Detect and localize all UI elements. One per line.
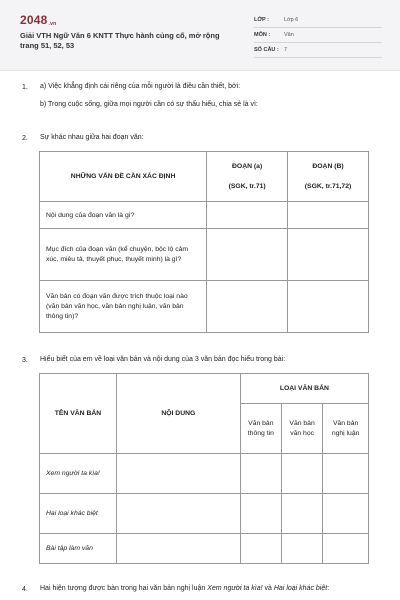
answer-cell[interactable] xyxy=(207,202,288,229)
meta-class-label: LỚP : xyxy=(254,17,269,23)
answer-cell[interactable] xyxy=(240,534,281,564)
text-name-cell: Hai loại khác biệt xyxy=(40,494,117,534)
question-4-suffix: : xyxy=(327,585,330,592)
table-cell-issue: Văn bản có đoạn văn được trích thuộc loại nào (văn bản văn học, văn bản nghị luận, văn bản thông tin)? xyxy=(40,281,207,333)
answer-cell[interactable] xyxy=(323,494,369,534)
table-row xyxy=(40,229,369,281)
answer-cell[interactable] xyxy=(281,494,322,534)
meta-subject-value: Văn xyxy=(284,32,294,38)
answer-cell[interactable] xyxy=(288,202,369,229)
column-header-argumentative: Văn bản nghị luận xyxy=(323,404,369,454)
table-header-row xyxy=(40,374,369,404)
table-row xyxy=(40,534,369,564)
column-header-content: NỘI DUNG xyxy=(116,374,240,454)
table-header-row xyxy=(40,152,369,202)
question-4-title-1: Xem người ta kìa! xyxy=(207,585,263,592)
column-header-issues: NHỮNG VẤN ĐỀ CẦN XÁC ĐỊNH xyxy=(40,152,207,202)
text-name-cell: Xem người ta kìa! xyxy=(40,454,117,494)
question-2-number: 2. xyxy=(22,135,28,142)
table-cell-issue: Mục đích của đoạn văn (kể chuyện, bộc lộ cảm xúc, miêu tả, thuyết phục, thuyết minh) là gì? xyxy=(40,229,207,281)
table-cell-issue: Nội dung của đoạn văn là gì? xyxy=(40,202,207,229)
answer-cell[interactable] xyxy=(288,281,369,333)
logo-main: 2048 xyxy=(20,13,48,27)
answer-cell[interactable] xyxy=(207,229,288,281)
text-types-table xyxy=(39,373,369,564)
meta-subject-label: MÔN : xyxy=(254,32,271,38)
document-title: Giải VTH Ngữ Văn 6 KNTT Thực hành củng cố, mở rộng trang 51, 52, 53 xyxy=(20,31,220,50)
column-header-text-type: LOẠI VĂN BẢN xyxy=(240,374,368,404)
table-row xyxy=(40,202,369,229)
question-1-part-b: b) Trong cuộc sống, giữa mọi người cần có sự thấu hiểu, chia sẻ là vì: xyxy=(40,101,258,108)
table-row xyxy=(40,454,369,494)
question-3-text: Hiểu biết của em về loại văn bản và nội dung của 3 văn bản đọc hiểu trong bài: xyxy=(40,356,286,363)
site-logo[interactable] xyxy=(20,13,56,27)
logo-suffix: .vn xyxy=(48,21,57,27)
answer-cell[interactable] xyxy=(207,281,288,333)
comparison-table xyxy=(39,151,369,333)
meta-class xyxy=(254,14,382,28)
meta-question-count xyxy=(254,44,382,58)
meta-class-value: Lớp 6 xyxy=(284,17,299,23)
meta-question-count-label: SỐ CÂU : xyxy=(254,47,279,53)
table-row xyxy=(40,281,369,333)
meta-question-count-value: 7 xyxy=(284,47,288,53)
text-name-cell: Bài tập làm văn xyxy=(40,534,117,564)
answer-cell[interactable] xyxy=(323,534,369,564)
page-header xyxy=(0,0,400,71)
answer-cell[interactable] xyxy=(288,229,369,281)
answer-cell[interactable] xyxy=(281,534,322,564)
answer-cell[interactable] xyxy=(116,454,240,494)
table-row xyxy=(40,494,369,534)
column-header-informational: Văn bản thông tin xyxy=(240,404,281,454)
answer-cell[interactable] xyxy=(116,494,240,534)
answer-cell[interactable] xyxy=(240,454,281,494)
column-header-paragraph-a: ĐOẠN (a) (SGK, tr.71) xyxy=(207,152,288,202)
question-4-text xyxy=(40,584,395,594)
column-header-paragraph-b: ĐOẠN (B) (SGK, tr.71,72) xyxy=(288,152,369,202)
column-header-text-name: TÊN VĂN BẢN xyxy=(40,374,117,454)
column-header-literary: Văn bản văn học xyxy=(281,404,322,454)
question-3-number: 3. xyxy=(22,357,28,364)
question-4-title-2: Hai loại khác biệt xyxy=(273,585,328,592)
question-4-prefix: Hai hiện tượng được bàn trong hai văn bản nghị luận xyxy=(40,585,208,592)
question-1-number: 1. xyxy=(22,84,28,91)
answer-cell[interactable] xyxy=(281,454,322,494)
meta-subject xyxy=(254,29,382,43)
question-2-text: Sự khác nhau giữa hai đoạn văn: xyxy=(40,134,144,141)
answer-cell[interactable] xyxy=(323,454,369,494)
question-1-part-a: a) Việc khẳng định cái riêng của mỗi người là điều cần thiết, bởi: xyxy=(40,83,241,90)
question-4-number: 4. xyxy=(22,586,28,593)
answer-cell[interactable] xyxy=(240,494,281,534)
answer-cell[interactable] xyxy=(116,534,240,564)
question-4-and: và xyxy=(262,585,274,592)
